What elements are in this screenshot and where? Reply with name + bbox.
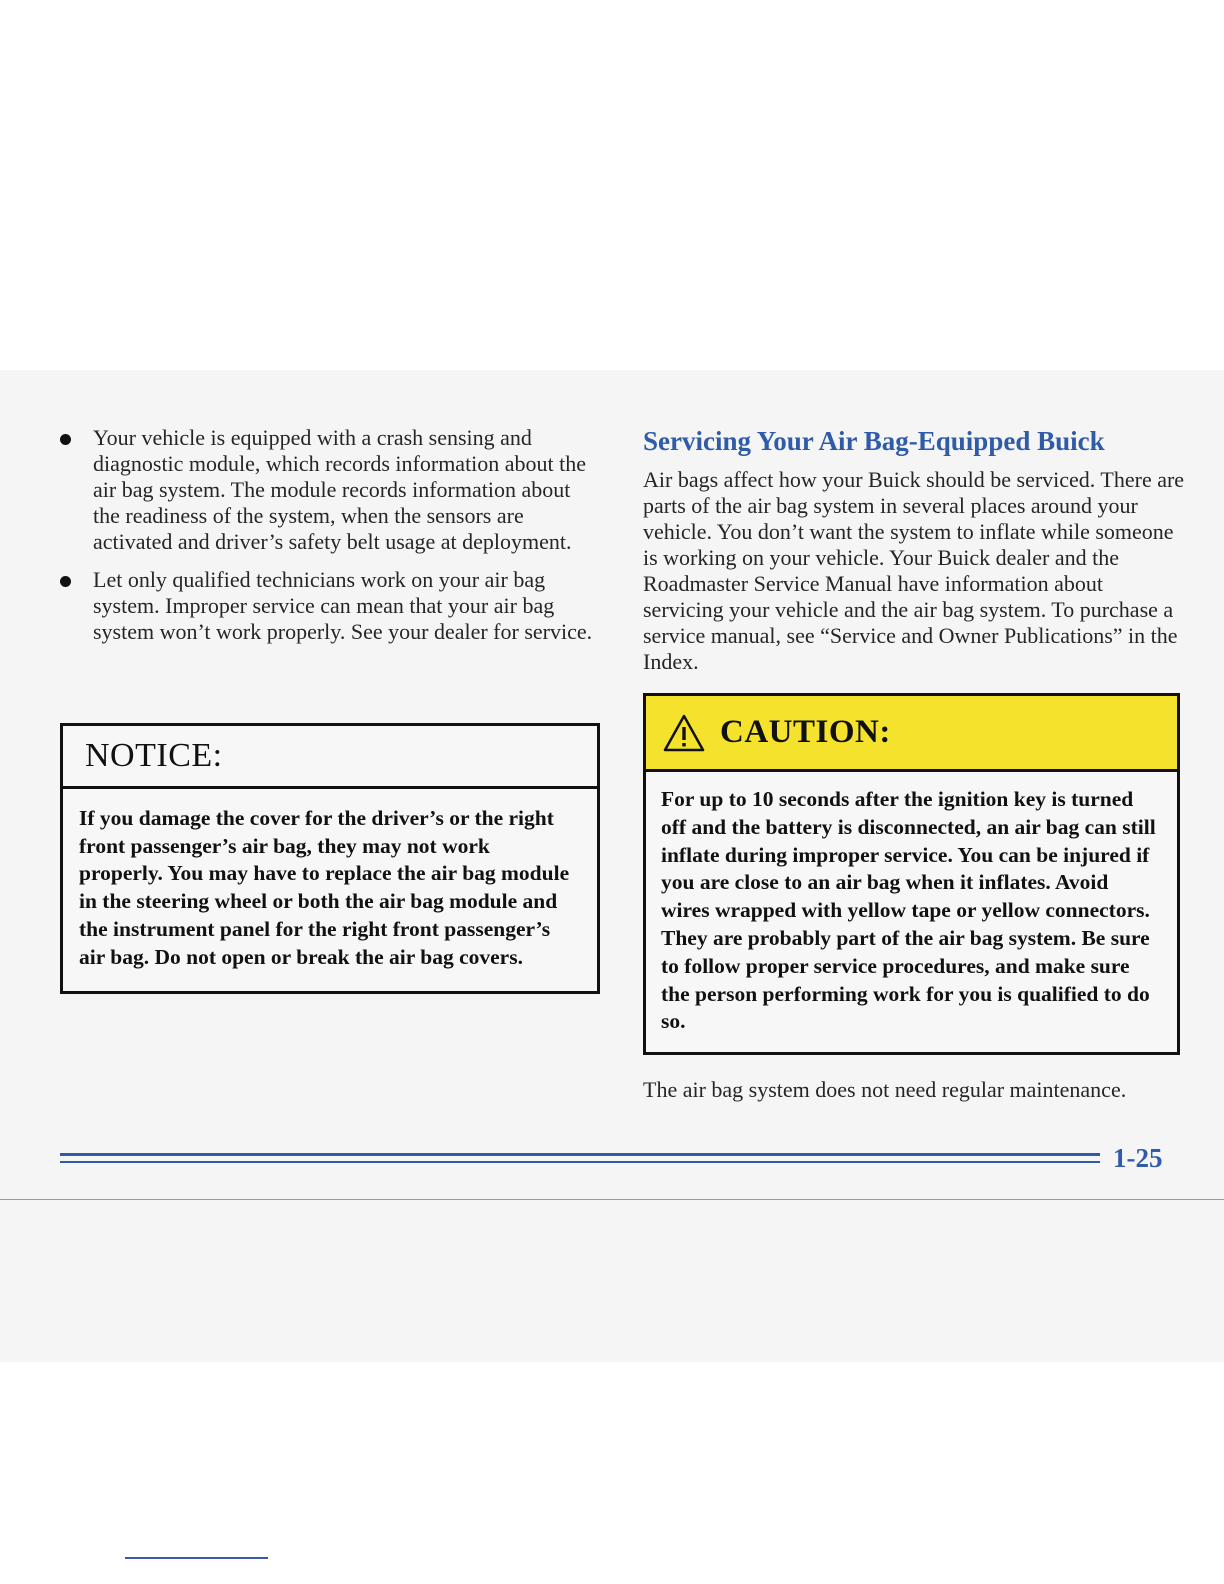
notice-header xyxy=(63,726,597,789)
bullet-list xyxy=(60,425,600,645)
left-column xyxy=(60,425,600,969)
page-edge-divider xyxy=(0,1199,1224,1200)
right-column xyxy=(643,425,1188,1102)
servicing-paragraph: Air bags affect how your Buick should be serviced. There are parts of the air bag system in several places around your vehicle. You don’t want the system to inflate while someone is working on your vehicle. Your Buick dealer and the Roadmaster Service Manual have information about servicing your vehicle and the air bag system. To purchase a service manual, see “Service and Owner Publications” in the Index. xyxy=(643,467,1185,674)
bullet-dot-icon xyxy=(60,434,71,445)
footer-rule xyxy=(60,1153,1100,1163)
bullet-text: Your vehicle is equipped with a crash sensing and diagnostic module, which records information about the air bag system. The module records information about the readiness of the system, when the sensors are activated and driver’s safety belt usage at deployment. xyxy=(93,425,587,554)
closing-paragraph: The air bag system does not need regular maintenance. xyxy=(643,1077,1127,1102)
caution-body: For up to 10 seconds after the ignition key is turned off and the battery is disconnected, an air bag can still inflate during improper service. You can be injured if you are close to an air bag when it inflates. Avoid wires wrapped with yellow tape or yellow connectors. They are probably part of the air bag system. Be sure to follow proper service procedures, and make sure the person performing work for you is qualified to do so. xyxy=(661,787,1156,1034)
bullet-text: Let only qualified technicians work on your air bag system. Improper service can mean that your air bag system won’t work properly. See your dealer for service. xyxy=(93,567,593,644)
page-number: 1-25 xyxy=(1113,1143,1163,1173)
caution-box xyxy=(643,693,1180,1055)
caution-header xyxy=(646,696,1177,772)
section-title: Servicing Your Air Bag-Equipped Buick xyxy=(643,426,1105,456)
caution-title: CAUTION: xyxy=(720,714,891,750)
notice-title: NOTICE: xyxy=(85,737,223,774)
bullet-dot-icon xyxy=(60,576,71,587)
bullet-item xyxy=(60,425,600,555)
warning-triangle-icon xyxy=(662,713,706,753)
notice-box xyxy=(60,723,600,994)
notice-body: If you damage the cover for the driver’s or the right front passenger’s air bag, they may not work properly. You may have to replace the air bag module in the steering wheel or both the air bag module and the instrument panel for the right front passenger’s air bag. Do not open or break the air bag covers. xyxy=(79,806,570,969)
bullet-item xyxy=(60,567,600,645)
bottom-link-underline xyxy=(125,1557,268,1559)
